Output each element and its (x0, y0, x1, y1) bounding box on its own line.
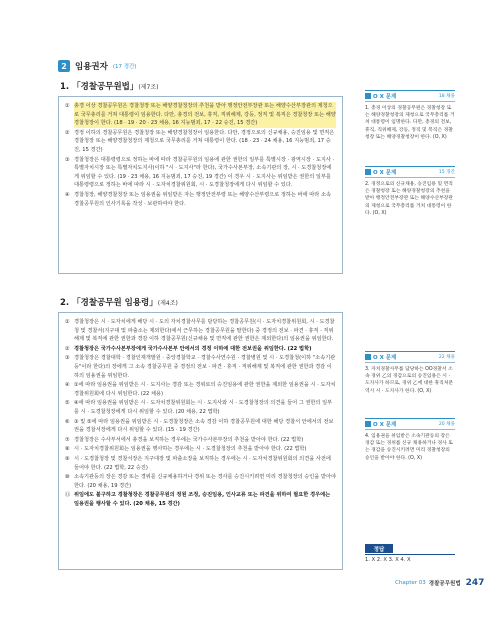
item-text: 경찰청장은 대통령령으로 정하는 바에 따라 경찰공무원의 임용에 관한 권한의 일부를 특별시장 · 광역시장 · 도지사 · 특별자치시장 또는 특별자치도지사(이하 "시 · 도지사"라 한다), 국가수사본부장, 소속기관의 장, 시 · 도경찰청장에게 위임할 수 있다. (19 · 23 채용, 16 지능범죄, 17 승진, 19 경간) 이 경우 시 · 도지사는 위임받은 권한의 일부를 대통령령으로 정하는 바에 따라 시 · 도자치경찰위원회, 시 · 도경찰청장에게 다시 위임할 수 있다. (74, 156, 335, 189)
item-text: 위임에도 불구하고 경찰청장은 경찰공무원의 정원 조정, 승진임용, 인사교류 또는 파견을 위하여 필요한 경우에는 임용권을 행사할 수 있다. (20 채용, 15 경간) (74, 492, 331, 507)
law1-ref: (제7조) (138, 84, 159, 91)
item-text: 경정 이하의 경찰공무원은 경찰청장 또는 해양경찰청장이 임용한다. 다만, 경정으로의 신규채용, 승진임용 및 면직은 경찰청장 또는 해양경찰청장의 제청으로 국무총리를 거쳐 대통령이 한다. (18 · 23 · 24 채용, 16 지능범죄, 17 승진, 15 경간) (74, 129, 335, 153)
law2-item (65, 399, 336, 416)
law1-item (65, 156, 336, 190)
item-text: 경찰청장은 시 · 도자치에게 해당 시 · 도의 자치경찰사무를 담당하는 경찰공무원(시 · 도자치경찰위원회, 시 · 도경찰청 및 경찰서(지구대 및 파출소는 제외한다)에서 근무하는 경찰공무원을 말한다) 중 경정의 전보 · 파견 · 휴직 · 직위해제 및 복직에 관한 권한과 경감 이하 경찰공무원(신규채용 및 면직에 관한 권한은 제외한다)의 임용권을 위임한다. (74, 319, 335, 343)
item-text: ④에 따라 임용권을 위임받은 시 · 도자치경찰위원회는 시 · 도지사와 시 · 도경찰청장의 의견을 들어 그 권한의 일부를 시 · 도경찰청장에게 다시 위임할 수 있다. (20 채용, 22 법학) (74, 400, 333, 415)
page-footer (395, 578, 484, 588)
law2-title: 2. 「경찰공무원 임용령」 (60, 298, 158, 308)
item-number: ⑪ (65, 492, 71, 499)
item-number: ② (65, 129, 70, 136)
section-heading (58, 60, 137, 72)
law2-box (58, 312, 343, 570)
ox-icon (365, 354, 371, 360)
ox-question-text: 4. 임용권을 위임받은 소속기관등의 장은 경감 또는 경위를 신규 채용하거나 경사 또는 경감을 승진시키려면 미리 경찰청장의 승인을 받아야 한다. (O, X) (365, 434, 453, 461)
law1-heading (60, 80, 158, 92)
item-text: 시 · 도경찰청장 및 경찰서장은 지구대장 및 파출소장을 보직하는 경우에는 시 · 도자치경찰위원회의 의견을 사전에 들어야 한다. (22 법학, 22 승진) (74, 455, 331, 471)
item-text: 시 · 도자치경찰위원회는 임용권을 행사하는 경우에는 시 · 도경찰청장의 추천을 받아야 한다. (22 법학) (74, 446, 307, 453)
ox-label: O X 문제 (365, 420, 396, 428)
item-text: 경찰청장은 수사부서에서 총경을 보직하는 경우에는 국가수사본부장의 추천을 받아야 한다. (22 법학) (74, 436, 304, 443)
ox-icon (365, 421, 371, 427)
item-number: ⑨ (65, 455, 70, 462)
item-number: ⑥ (65, 418, 70, 425)
ox-question (365, 90, 455, 141)
item-text: 경찰청장은 국가수사본부장에게 국가수사본부 안에서의 경정 이하에 대한 전보권을 위임한다. (22 법학) (74, 345, 312, 352)
law1-item (65, 191, 336, 208)
ox-year: 18 채용 (438, 94, 455, 99)
item-text: ①에 따라 임용권을 위임받은 시 · 도지사는 경감 또는 경위로의 승진임용에 관한 권한을 제외한 임용권을 시 · 도자치경찰위원회에 다시 위임한다. (22 채용) (74, 382, 336, 397)
item-number: ⑦ (65, 436, 70, 443)
answer-divider (365, 554, 455, 555)
footer-title: 경찰공무원법 (428, 581, 461, 587)
ox-label: O X 문제 (365, 353, 396, 361)
item-number: ④ (65, 382, 70, 389)
law2-item (65, 436, 336, 445)
law2-item (65, 381, 336, 398)
ox-icon (365, 169, 371, 175)
section-title: 임용권자 (75, 62, 108, 72)
law2-ref: (제4조) (157, 300, 178, 307)
ox-label: O X 문제 (365, 92, 396, 100)
ox-question-text: 2. 경정으로의 신규채용, 승진임용 및 면직은 경찰청장 또는 해양경찰청장의 추천을 받아 행정안전부장관 또는 해양수산부장관의 제청으로 국무총리를 거쳐 대통령이 한다. (O, X) (365, 182, 453, 216)
ox-question (365, 351, 455, 395)
ox-question (365, 418, 455, 462)
footer-chapter: Chapter 03 (395, 580, 426, 586)
item-number: ④ (65, 191, 70, 198)
item-number: ③ (65, 355, 70, 362)
law2-item (65, 445, 336, 454)
law2-heading (60, 296, 178, 308)
item-number: ③ (65, 156, 70, 163)
item-number: ② (65, 345, 70, 352)
law1-item (65, 102, 336, 128)
item-text: 경찰청장은 경찰대학 · 경찰인재개발원 · 중앙경찰학교 · 경찰수사연수원 · 경찰병원 및 시 · 도경찰청(이하 "소속기관등"이라 한다)의 장에게 그 소속 경찰공무원 중 경정의 전보 · 파견 · 휴직 · 직위해제 및 복직에 관한 권한과 경감 이하의 임용권을 위임한다. (74, 355, 336, 379)
item-text: 소속기관등의 장은 경감 또는 경위를 신규채용하거나 경위 또는 경사를 승진시키려면 미리 경찰청장의 승인을 받아야 한다. (20 채용, 19 경간) (74, 474, 336, 489)
item-number: ① (65, 319, 70, 325)
law2-item (65, 345, 336, 354)
section-number: 2 (58, 60, 70, 72)
ox-icon (365, 93, 371, 99)
ox-year: 20 채용 (438, 422, 455, 427)
item-number: ⑧ (65, 446, 70, 453)
answer-label: 정답 (365, 544, 393, 553)
law2-item (65, 354, 336, 380)
item-text: 경찰청장, 해양경찰청장 또는 임용권을 위임받은 자는 행정안전부령 또는 해양수산부령으로 정하는 바에 따라 소속 경찰공무원의 인사기록을 작성 · 보관하여야 한다. (74, 191, 331, 207)
answer-box (365, 544, 455, 563)
law1-item (65, 129, 336, 155)
item-number: ⑩ (65, 474, 70, 481)
ox-label: O X 문제 (365, 168, 396, 176)
item-text: 총경 이상 경찰공무원은 경찰청장 또는 해양경찰청장의 추천을 받아 행정안전부장관 또는 해양수산부장관의 제청으로 국무총리를 거쳐 대통령이 임용한다. 다만, 총경의 전보, 휴직, 직위해제, 강등, 정직 및 복직은 경찰청장 또는 해양경찰청장이 한다. (18 · 19 · 20 · 23 채용, 16 지능범죄, 17 · 22 승진, 15 경간) (74, 103, 336, 127)
ox-question-text: 3. 자치경찰사무를 담당하는 OO경찰서 소속 경위 乙의 경감으로의 승진임용은 시 · 도지사가 하므로, 경위 乙에 대한 휴직처분 역시 시 · 도지사가 한다. (O, X) (365, 367, 454, 394)
law1-box (58, 96, 343, 274)
page-number: 247 (465, 578, 485, 588)
section-subtitle: (17 경간) (112, 64, 137, 70)
item-number: ⑤ (65, 400, 70, 407)
ox-year: 15 경간 (438, 170, 455, 175)
law2-item (65, 418, 336, 435)
ox-year: 22 채용 (438, 355, 455, 360)
law2-item (65, 491, 336, 508)
ox-question-text: 1. 총경 이상의 경찰공무원은 경찰청장 또는 해양경찰청장의 제청으로 국무총리를 거쳐 대통령이 임명한다. 다만, 총경의 전보, 휴직, 직위해제, 강등, 정직 및 복직은 경찰청장 또는 해양경찰청장이 한다. (O, X) (365, 106, 455, 140)
law1-title: 1. 「경찰공무원법」 (60, 82, 139, 92)
answer-text: 1. X 2. X 3. X 4. X (365, 557, 411, 563)
law2-item (65, 455, 336, 472)
item-text: ③ 및 ⑤에 따라 임용권을 위임받은 시 · 도경찰청장은 소속 경감 이하 경찰공무원에 대한 해당 경찰서 안에서의 전보권을 경찰서장에게 다시 위임할 수 있다. (15 · 19 경간) (74, 418, 334, 434)
ox-question (365, 166, 455, 217)
law2-item (65, 318, 336, 344)
law2-item (65, 473, 336, 490)
item-number: ① (65, 103, 70, 109)
